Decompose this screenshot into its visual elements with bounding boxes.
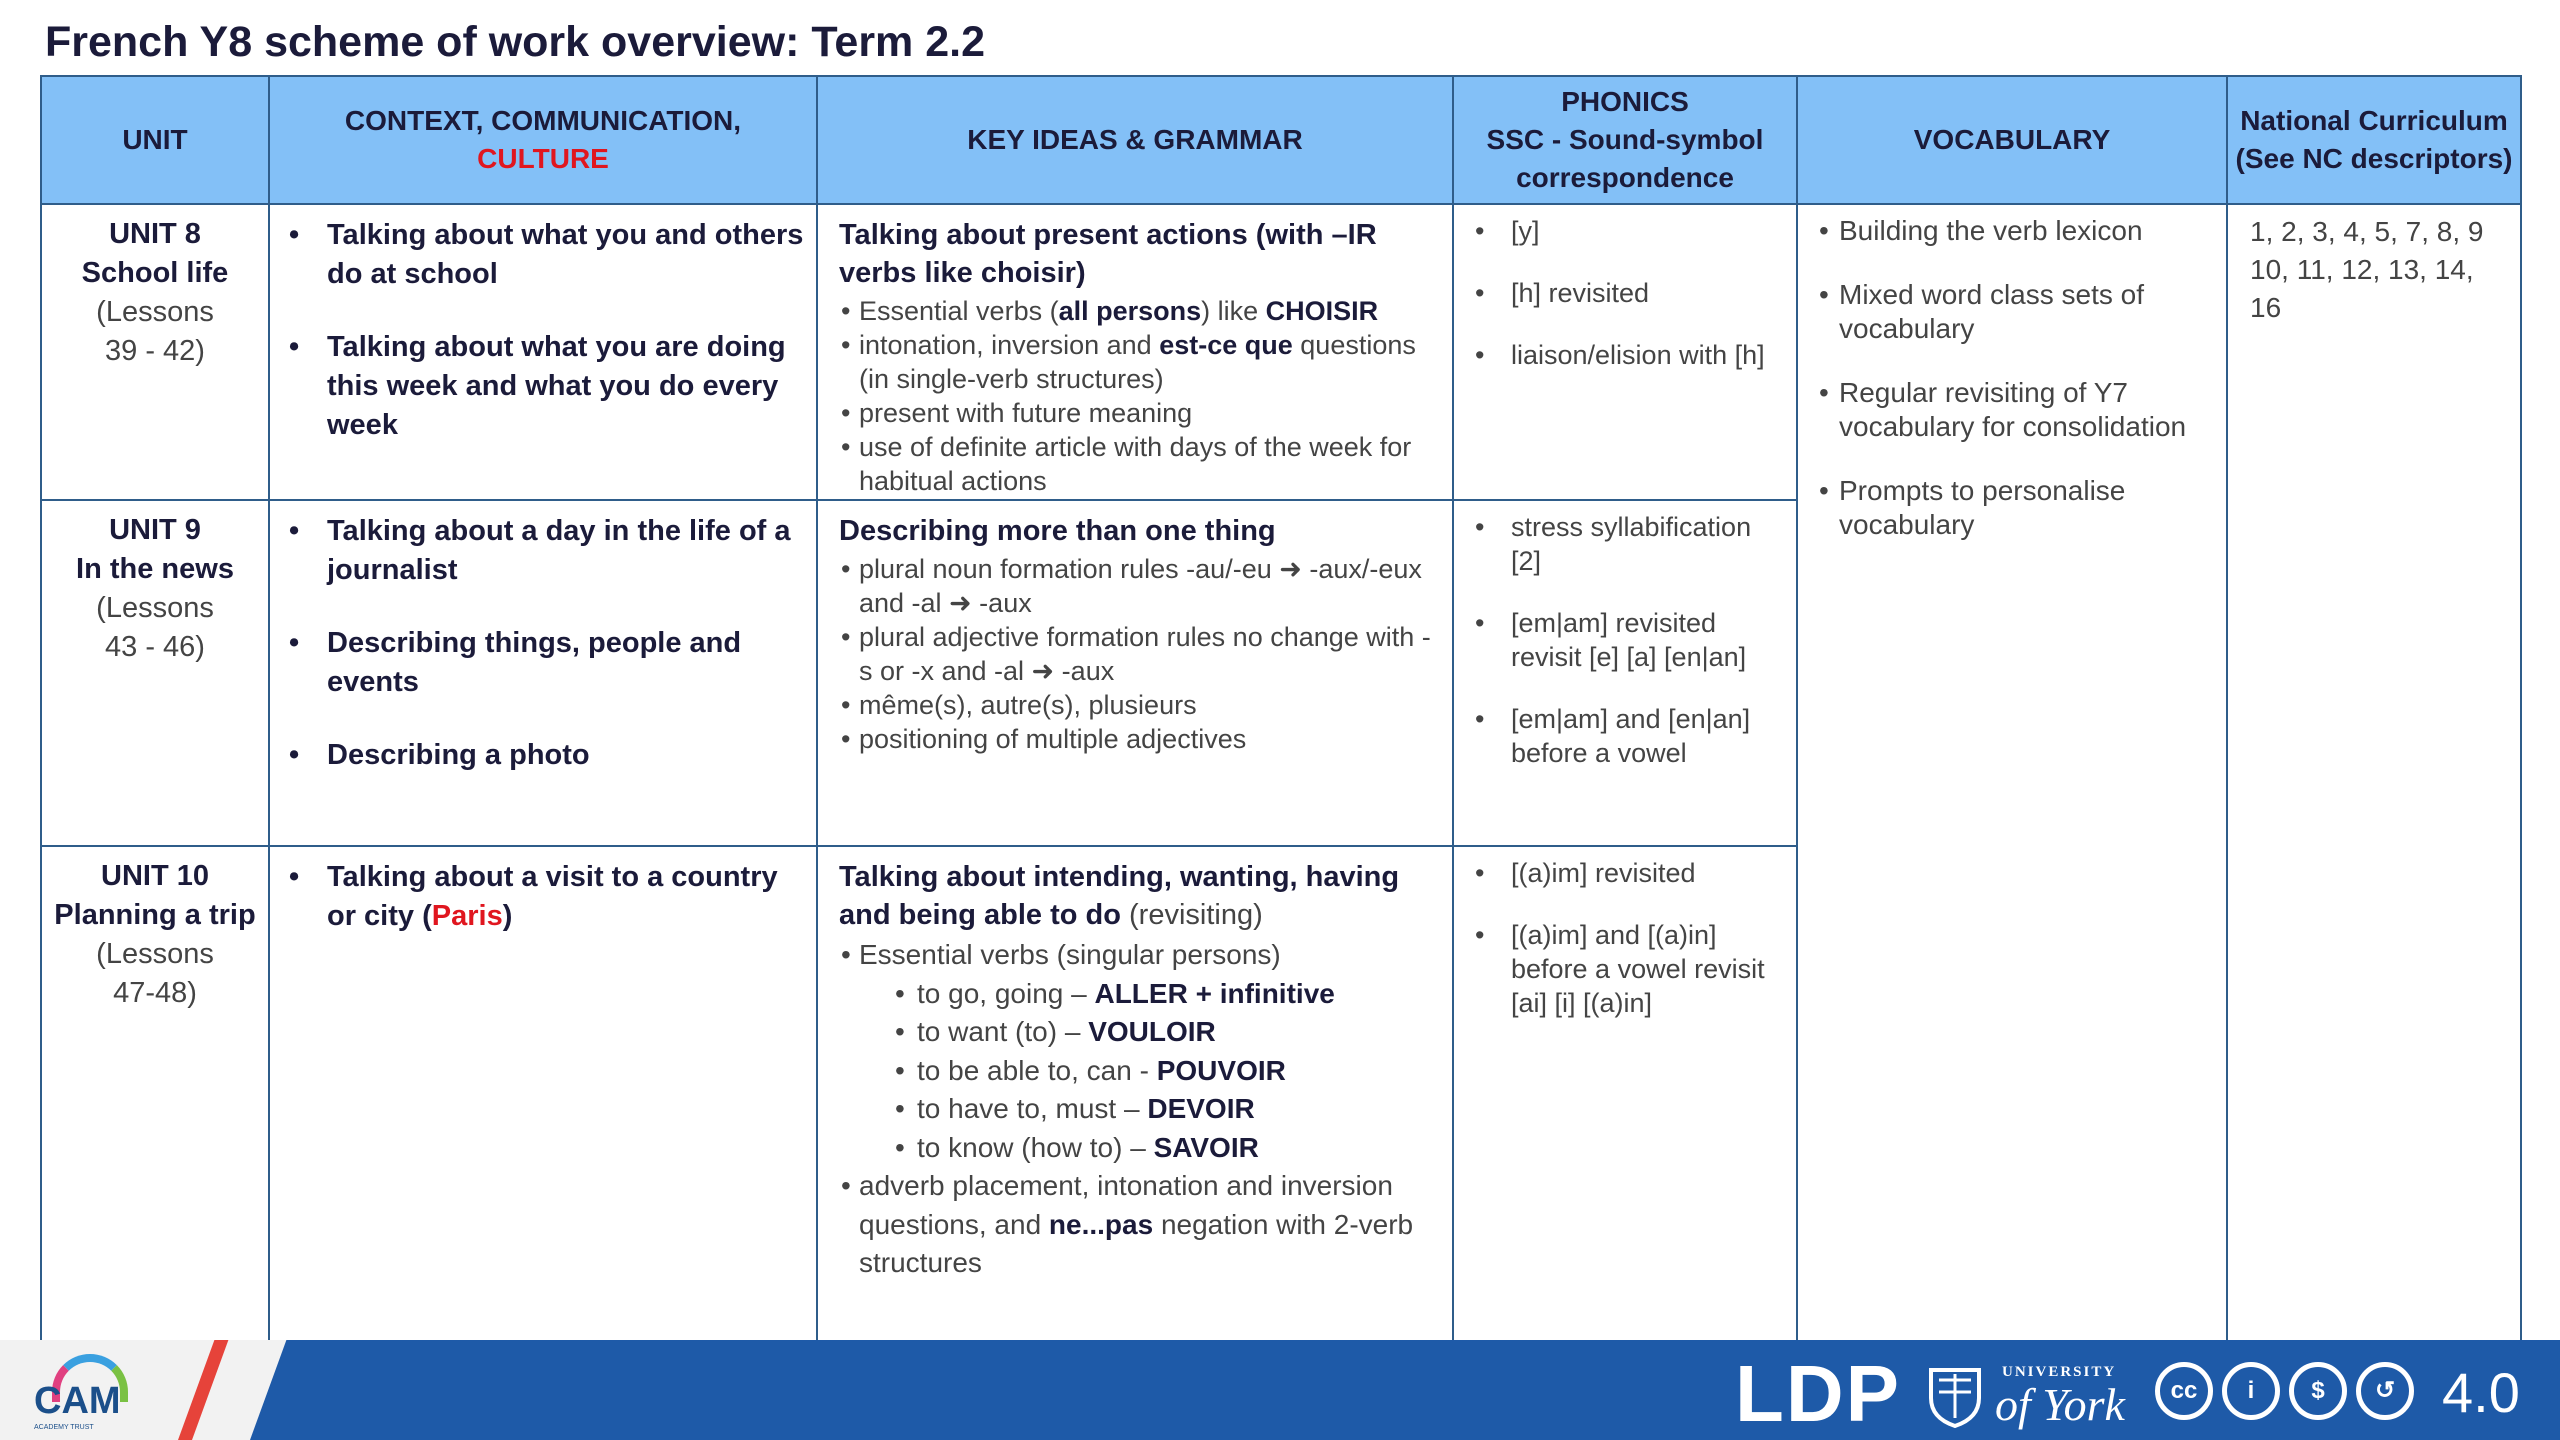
cam-logo: CAM xyxy=(34,1380,121,1422)
grammar-heading: Describing more than one thing xyxy=(839,515,1276,547)
grammar-item: • plural noun formation rules -au/-eu ➜ -aux/-eux and -al ➜ -aux xyxy=(839,552,1443,620)
phonics-item: • liaison/elision with [h] xyxy=(1469,338,1787,372)
york-university-label: UNIVERSITY xyxy=(2002,1364,2117,1380)
context-item: • Talking about what you and others do at school xyxy=(285,216,805,294)
york-logo: of York xyxy=(1995,1379,2125,1430)
unit-8-cell xyxy=(41,204,269,500)
grammar-item: • use of definite article with days of the week for habitual actions xyxy=(839,430,1443,498)
unit-10-phonics xyxy=(1453,846,1797,1344)
context-item: • Describing things, people and events xyxy=(285,624,805,702)
unit-name: School life xyxy=(81,257,229,289)
grammar-item: • present with future meaning xyxy=(839,396,1443,430)
grammar-subitem: • to be able to, can - POUVOIR xyxy=(839,1052,1443,1091)
phonics-item: • [(a)im] revisited xyxy=(1469,856,1787,890)
phonics-item: • stress syllabification [2] xyxy=(1469,510,1787,578)
unit-10-grammar xyxy=(817,846,1453,1344)
unit-name: In the news xyxy=(76,553,234,585)
unit-lessons-range: 43 - 46) xyxy=(105,631,205,663)
scheme-table xyxy=(40,75,2522,1345)
unit-lessons: (Lessons xyxy=(96,938,214,970)
grammar-item: • Essential verbs (singular persons) xyxy=(839,936,1443,975)
cam-logo-subtitle: ACADEMY TRUST xyxy=(34,1424,94,1431)
unit-9-context xyxy=(269,500,817,846)
phonics-item: • [(a)im] and [(a)in] before a vowel revisit [ai] [i] [(a)in] xyxy=(1469,918,1787,1020)
header-nc xyxy=(2227,76,2521,204)
phonics-item: • [em|am] and [en|an] before a vowel xyxy=(1469,702,1787,770)
ldp-logo: LDP xyxy=(1735,1349,1901,1438)
context-item: • Talking about a visit to a country or city (Paris) xyxy=(285,858,805,936)
header-phonics-title: PHONICS xyxy=(1561,86,1689,117)
unit-name: Planning a trip xyxy=(54,899,256,931)
vocabulary-item: • Prompts to personalise vocabulary xyxy=(1817,474,2217,542)
unit-lessons: (Lessons xyxy=(96,592,214,624)
grammar-subitem: • to know (how to) – SAVOIR xyxy=(839,1129,1443,1168)
york-crest-icon xyxy=(1925,1362,1985,1428)
cc-icon: cc xyxy=(2155,1362,2213,1420)
grammar-item: • Essential verbs (all persons) like CHOISIR xyxy=(839,294,1443,328)
phonics-item: • [em|am] revisited revisit [e] [a] [en|an] xyxy=(1469,606,1787,674)
unit-9-cell xyxy=(41,500,269,846)
sharealike-icon: ↺ xyxy=(2356,1362,2414,1420)
page-title: French Y8 scheme of work overview: Term 2.2 xyxy=(45,18,986,66)
header-culture: CULTURE xyxy=(477,143,609,174)
grammar-subitem: • to want (to) – VOULOIR xyxy=(839,1013,1443,1052)
header-vocabulary: VOCABULARY xyxy=(1797,76,2227,204)
unit-8-grammar xyxy=(817,204,1453,500)
grammar-heading: Talking about intending, wanting, having and being able to do (revisiting) xyxy=(839,861,1400,931)
header-phonics-corr: correspondence xyxy=(1516,162,1734,193)
phonics-item: • [h] revisited xyxy=(1469,276,1787,310)
footer-bar xyxy=(0,1340,2560,1440)
context-item: • Talking about what you are doing this week and what you do every week xyxy=(285,328,805,445)
unit-code: UNIT 8 xyxy=(109,218,201,250)
header-nc-descriptors: (See NC descriptors) xyxy=(2235,143,2513,174)
phonics-item: • [y] xyxy=(1469,214,1787,248)
header-context xyxy=(269,76,817,204)
header-unit: UNIT xyxy=(41,76,269,204)
unit-8-row xyxy=(41,204,2521,500)
attribution-icon: i xyxy=(2222,1362,2280,1420)
culture-highlight: Paris xyxy=(431,900,503,932)
grammar-item: • même(s), autre(s), plusieurs xyxy=(839,688,1443,722)
unit-lessons: (Lessons xyxy=(96,296,214,328)
unit-10-context xyxy=(269,846,817,1344)
noncommercial-icon: $ xyxy=(2289,1362,2347,1420)
license-version: 4.0 xyxy=(2442,1361,2520,1424)
grammar-item: • intonation, inversion and est-ce que questions (in single-verb structures) xyxy=(839,328,1443,396)
grammar-subitem: • to have to, must – DEVOIR xyxy=(839,1090,1443,1129)
header-phonics xyxy=(1453,76,1797,204)
unit-code: UNIT 9 xyxy=(109,514,201,546)
header-grammar: KEY IDEAS & GRAMMAR xyxy=(817,76,1453,204)
header-phonics-ssc: SSC - Sound-symbol xyxy=(1486,124,1764,155)
header-context-main: CONTEXT, COMMUNICATION, xyxy=(344,105,742,136)
unit-code: UNIT 10 xyxy=(101,860,209,892)
header-nc-title: National Curriculum xyxy=(2240,105,2508,136)
unit-10-cell xyxy=(41,846,269,1344)
unit-8-phonics xyxy=(1453,204,1797,500)
vocabulary-item: • Mixed word class sets of vocabulary xyxy=(1817,278,2217,346)
grammar-heading: Talking about present actions (with –IR verbs like choisir) xyxy=(839,219,1377,289)
unit-8-context xyxy=(269,204,817,500)
grammar-item: • adverb placement, intonation and inversion questions, and ne...pas negation with 2-verb structures xyxy=(839,1167,1443,1283)
context-item: • Talking about a day in the life of a journalist xyxy=(285,512,805,590)
vocabulary-item: • Building the verb lexicon xyxy=(1817,214,2217,248)
vocabulary-item: • Regular revisiting of Y7 vocabulary for consolidation xyxy=(1817,376,2217,444)
grammar-item: • positioning of multiple adjectives xyxy=(839,722,1443,756)
context-item: • Describing a photo xyxy=(285,736,805,775)
unit-lessons-range: 47-48) xyxy=(113,977,197,1009)
national-curriculum-cell: 1, 2, 3, 4, 5, 7, 8, 9 10, 11, 12, 13, 14, 16 xyxy=(2227,204,2521,1344)
unit-lessons-range: 39 - 42) xyxy=(105,335,205,367)
grammar-subitem: • to go, going – ALLER + infinitive xyxy=(839,975,1443,1014)
grammar-item: • plural adjective formation rules no change with -s or -x and -al ➜ -aux xyxy=(839,620,1443,688)
unit-9-grammar xyxy=(817,500,1453,846)
header-row xyxy=(41,76,2521,204)
unit-9-phonics xyxy=(1453,500,1797,846)
vocabulary-cell xyxy=(1797,204,2227,1344)
